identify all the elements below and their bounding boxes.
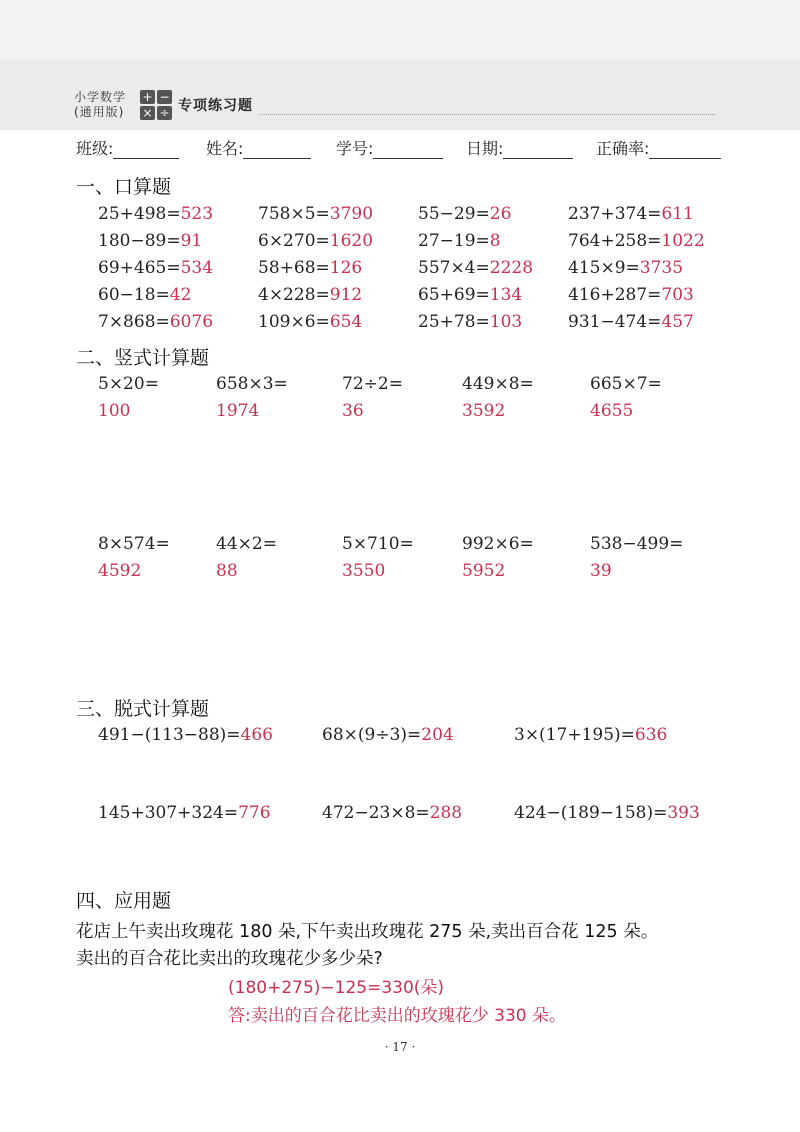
answer: 288 bbox=[429, 803, 463, 823]
answer: 534 bbox=[180, 258, 214, 278]
vertical-item-8-answer: 3550 bbox=[342, 561, 386, 581]
vertical-item-5-answer: 4655 bbox=[590, 401, 634, 421]
vertical-item-8-question: 5×710= bbox=[342, 534, 414, 554]
vertical-item-2-answer: 1974 bbox=[216, 401, 260, 421]
accuracy-field[interactable] bbox=[596, 136, 721, 159]
stepwise-item-6 bbox=[514, 803, 700, 823]
oral-item-19 bbox=[418, 312, 522, 332]
question: 416+287= bbox=[568, 285, 662, 305]
oral-item-16 bbox=[568, 285, 694, 305]
question: 491−(113−88)= bbox=[98, 725, 241, 745]
vertical-item-6-question: 8×574= bbox=[98, 534, 170, 554]
answer: 912 bbox=[329, 285, 363, 305]
oral-item-3 bbox=[418, 204, 511, 224]
answer: 42 bbox=[169, 285, 192, 305]
answer: 126 bbox=[329, 258, 363, 278]
oral-item-2 bbox=[258, 204, 373, 224]
header-dotted-rule bbox=[260, 114, 715, 115]
question: 109×6= bbox=[258, 312, 330, 332]
answer: 523 bbox=[180, 204, 214, 224]
oral-item-15 bbox=[418, 285, 522, 305]
answer: 3790 bbox=[329, 204, 374, 224]
divide-icon: ÷ bbox=[157, 106, 172, 120]
brand-line-1: 小学数学 bbox=[74, 90, 127, 104]
oral-item-12 bbox=[568, 258, 683, 278]
question: 424−(189−158)= bbox=[514, 803, 668, 823]
question: 55−29= bbox=[418, 204, 490, 224]
date-field[interactable] bbox=[466, 136, 573, 159]
oral-item-10 bbox=[258, 258, 362, 278]
vertical-item-7-question: 44×2= bbox=[216, 534, 277, 554]
stepwise-item-2 bbox=[322, 725, 454, 745]
plus-icon: + bbox=[140, 90, 155, 104]
name-blank[interactable] bbox=[243, 140, 311, 159]
answer: 91 bbox=[180, 231, 203, 251]
oral-item-20 bbox=[568, 312, 694, 332]
vertical-item-10-question: 538−499= bbox=[590, 534, 684, 554]
oral-item-18 bbox=[258, 312, 362, 332]
minus-icon: − bbox=[157, 90, 172, 104]
question: 758×5= bbox=[258, 204, 330, 224]
vertical-item-1-answer: 100 bbox=[98, 401, 131, 421]
answer: 204 bbox=[421, 725, 454, 745]
answer: 703 bbox=[661, 285, 694, 305]
oral-item-1 bbox=[98, 204, 213, 224]
accuracy-blank[interactable] bbox=[649, 140, 721, 159]
vertical-item-7-answer: 88 bbox=[216, 561, 238, 581]
question: 7×868= bbox=[98, 312, 170, 332]
vertical-item-3-question: 72÷2= bbox=[342, 374, 403, 394]
question: 4×228= bbox=[258, 285, 330, 305]
student-info-row bbox=[76, 136, 736, 160]
stepwise-item-4 bbox=[98, 803, 271, 823]
answer: 611 bbox=[661, 204, 694, 224]
series-title: 专项练习题 bbox=[178, 98, 253, 114]
vertical-item-9-answer: 5952 bbox=[462, 561, 506, 581]
stepwise-item-1 bbox=[98, 725, 273, 745]
oral-item-8 bbox=[568, 231, 705, 251]
question: 6×270= bbox=[258, 231, 330, 251]
section-2-title: 二、竖式计算题 bbox=[76, 347, 210, 369]
question: 145+307+324= bbox=[98, 803, 239, 823]
operator-logo bbox=[140, 90, 174, 121]
oral-item-11 bbox=[418, 258, 533, 278]
student-id-blank[interactable] bbox=[373, 140, 443, 159]
answer: 457 bbox=[661, 312, 694, 332]
question: 25+498= bbox=[98, 204, 181, 224]
vertical-item-2-question: 658×3= bbox=[216, 374, 288, 394]
vertical-item-4-question: 449×8= bbox=[462, 374, 534, 394]
answer: 134 bbox=[489, 285, 523, 305]
class-label: 班级: bbox=[76, 139, 114, 158]
answer: 1022 bbox=[661, 231, 705, 251]
answer: 26 bbox=[489, 204, 512, 224]
page-number: · 17 · bbox=[384, 1040, 416, 1054]
question: 65+69= bbox=[418, 285, 490, 305]
question: 237+374= bbox=[568, 204, 662, 224]
question: 68×(9÷3)= bbox=[322, 725, 422, 745]
date-blank[interactable] bbox=[503, 140, 573, 159]
answer: 2228 bbox=[489, 258, 534, 278]
question: 180−89= bbox=[98, 231, 181, 251]
question: 764+258= bbox=[568, 231, 662, 251]
vertical-item-10-answer: 39 bbox=[590, 561, 612, 581]
answer: 6076 bbox=[169, 312, 214, 332]
name-field[interactable] bbox=[206, 136, 311, 159]
section-4-title: 四、应用题 bbox=[76, 890, 172, 912]
accuracy-label: 正确率: bbox=[596, 139, 650, 158]
question: 931−474= bbox=[568, 312, 662, 332]
question: 58+68= bbox=[258, 258, 330, 278]
section-3-title: 三、脱式计算题 bbox=[76, 698, 210, 720]
vertical-item-4-answer: 3592 bbox=[462, 401, 506, 421]
question: 415×9= bbox=[568, 258, 640, 278]
section-1-title: 一、口算题 bbox=[76, 176, 172, 198]
times-icon: × bbox=[140, 106, 155, 120]
class-field[interactable] bbox=[76, 136, 179, 159]
vertical-item-1-question: 5×20= bbox=[98, 374, 159, 394]
answer: 393 bbox=[667, 803, 700, 823]
vertical-item-9-question: 992×6= bbox=[462, 534, 534, 554]
oral-item-17 bbox=[98, 312, 213, 332]
class-blank[interactable] bbox=[113, 140, 179, 159]
top-background bbox=[0, 0, 800, 60]
question: 69+465= bbox=[98, 258, 181, 278]
question: 60−18= bbox=[98, 285, 170, 305]
brand-line-2: (通用版) bbox=[74, 105, 125, 119]
answer: 466 bbox=[240, 725, 273, 745]
oral-item-6 bbox=[258, 231, 373, 251]
question: 3×(17+195)= bbox=[514, 725, 635, 745]
student-id-label: 学号: bbox=[336, 139, 374, 158]
solution-line-2: 答:卖出的百合花比卖出的玫瑰花少 330 朵。 bbox=[228, 1006, 566, 1026]
solution-line-1: (180+275)−125=330(朵) bbox=[228, 978, 445, 998]
answer: 3735 bbox=[639, 258, 684, 278]
brand-label bbox=[74, 90, 126, 120]
name-label: 姓名: bbox=[206, 139, 244, 158]
answer: 1620 bbox=[329, 231, 374, 251]
question: 25+78= bbox=[418, 312, 490, 332]
question: 472−23×8= bbox=[322, 803, 430, 823]
stepwise-item-3 bbox=[514, 725, 667, 745]
oral-item-14 bbox=[258, 285, 362, 305]
answer: 636 bbox=[634, 725, 668, 745]
answer: 776 bbox=[238, 803, 271, 823]
answer: 103 bbox=[489, 312, 523, 332]
oral-item-4 bbox=[568, 204, 694, 224]
question: 27−19= bbox=[418, 231, 490, 251]
oral-item-9 bbox=[98, 258, 213, 278]
oral-item-7 bbox=[418, 231, 501, 251]
question: 557×4= bbox=[418, 258, 490, 278]
stepwise-item-5 bbox=[322, 803, 462, 823]
vertical-item-6-answer: 4592 bbox=[98, 561, 142, 581]
oral-item-13 bbox=[98, 285, 191, 305]
vertical-item-5-question: 665×7= bbox=[590, 374, 662, 394]
student-id-field[interactable] bbox=[336, 136, 443, 159]
oral-item-5 bbox=[98, 231, 202, 251]
word-problem-line-2: 卖出的百合花比卖出的玫瑰花少多少朵? bbox=[76, 949, 383, 969]
vertical-item-3-answer: 36 bbox=[342, 401, 364, 421]
date-label: 日期: bbox=[466, 139, 504, 158]
word-problem-line-1: 花店上午卖出玫瑰花 180 朵,下午卖出玫瑰花 275 朵,卖出百合花 125 朵。 bbox=[76, 922, 659, 942]
answer: 654 bbox=[329, 312, 363, 332]
answer: 8 bbox=[489, 231, 501, 251]
